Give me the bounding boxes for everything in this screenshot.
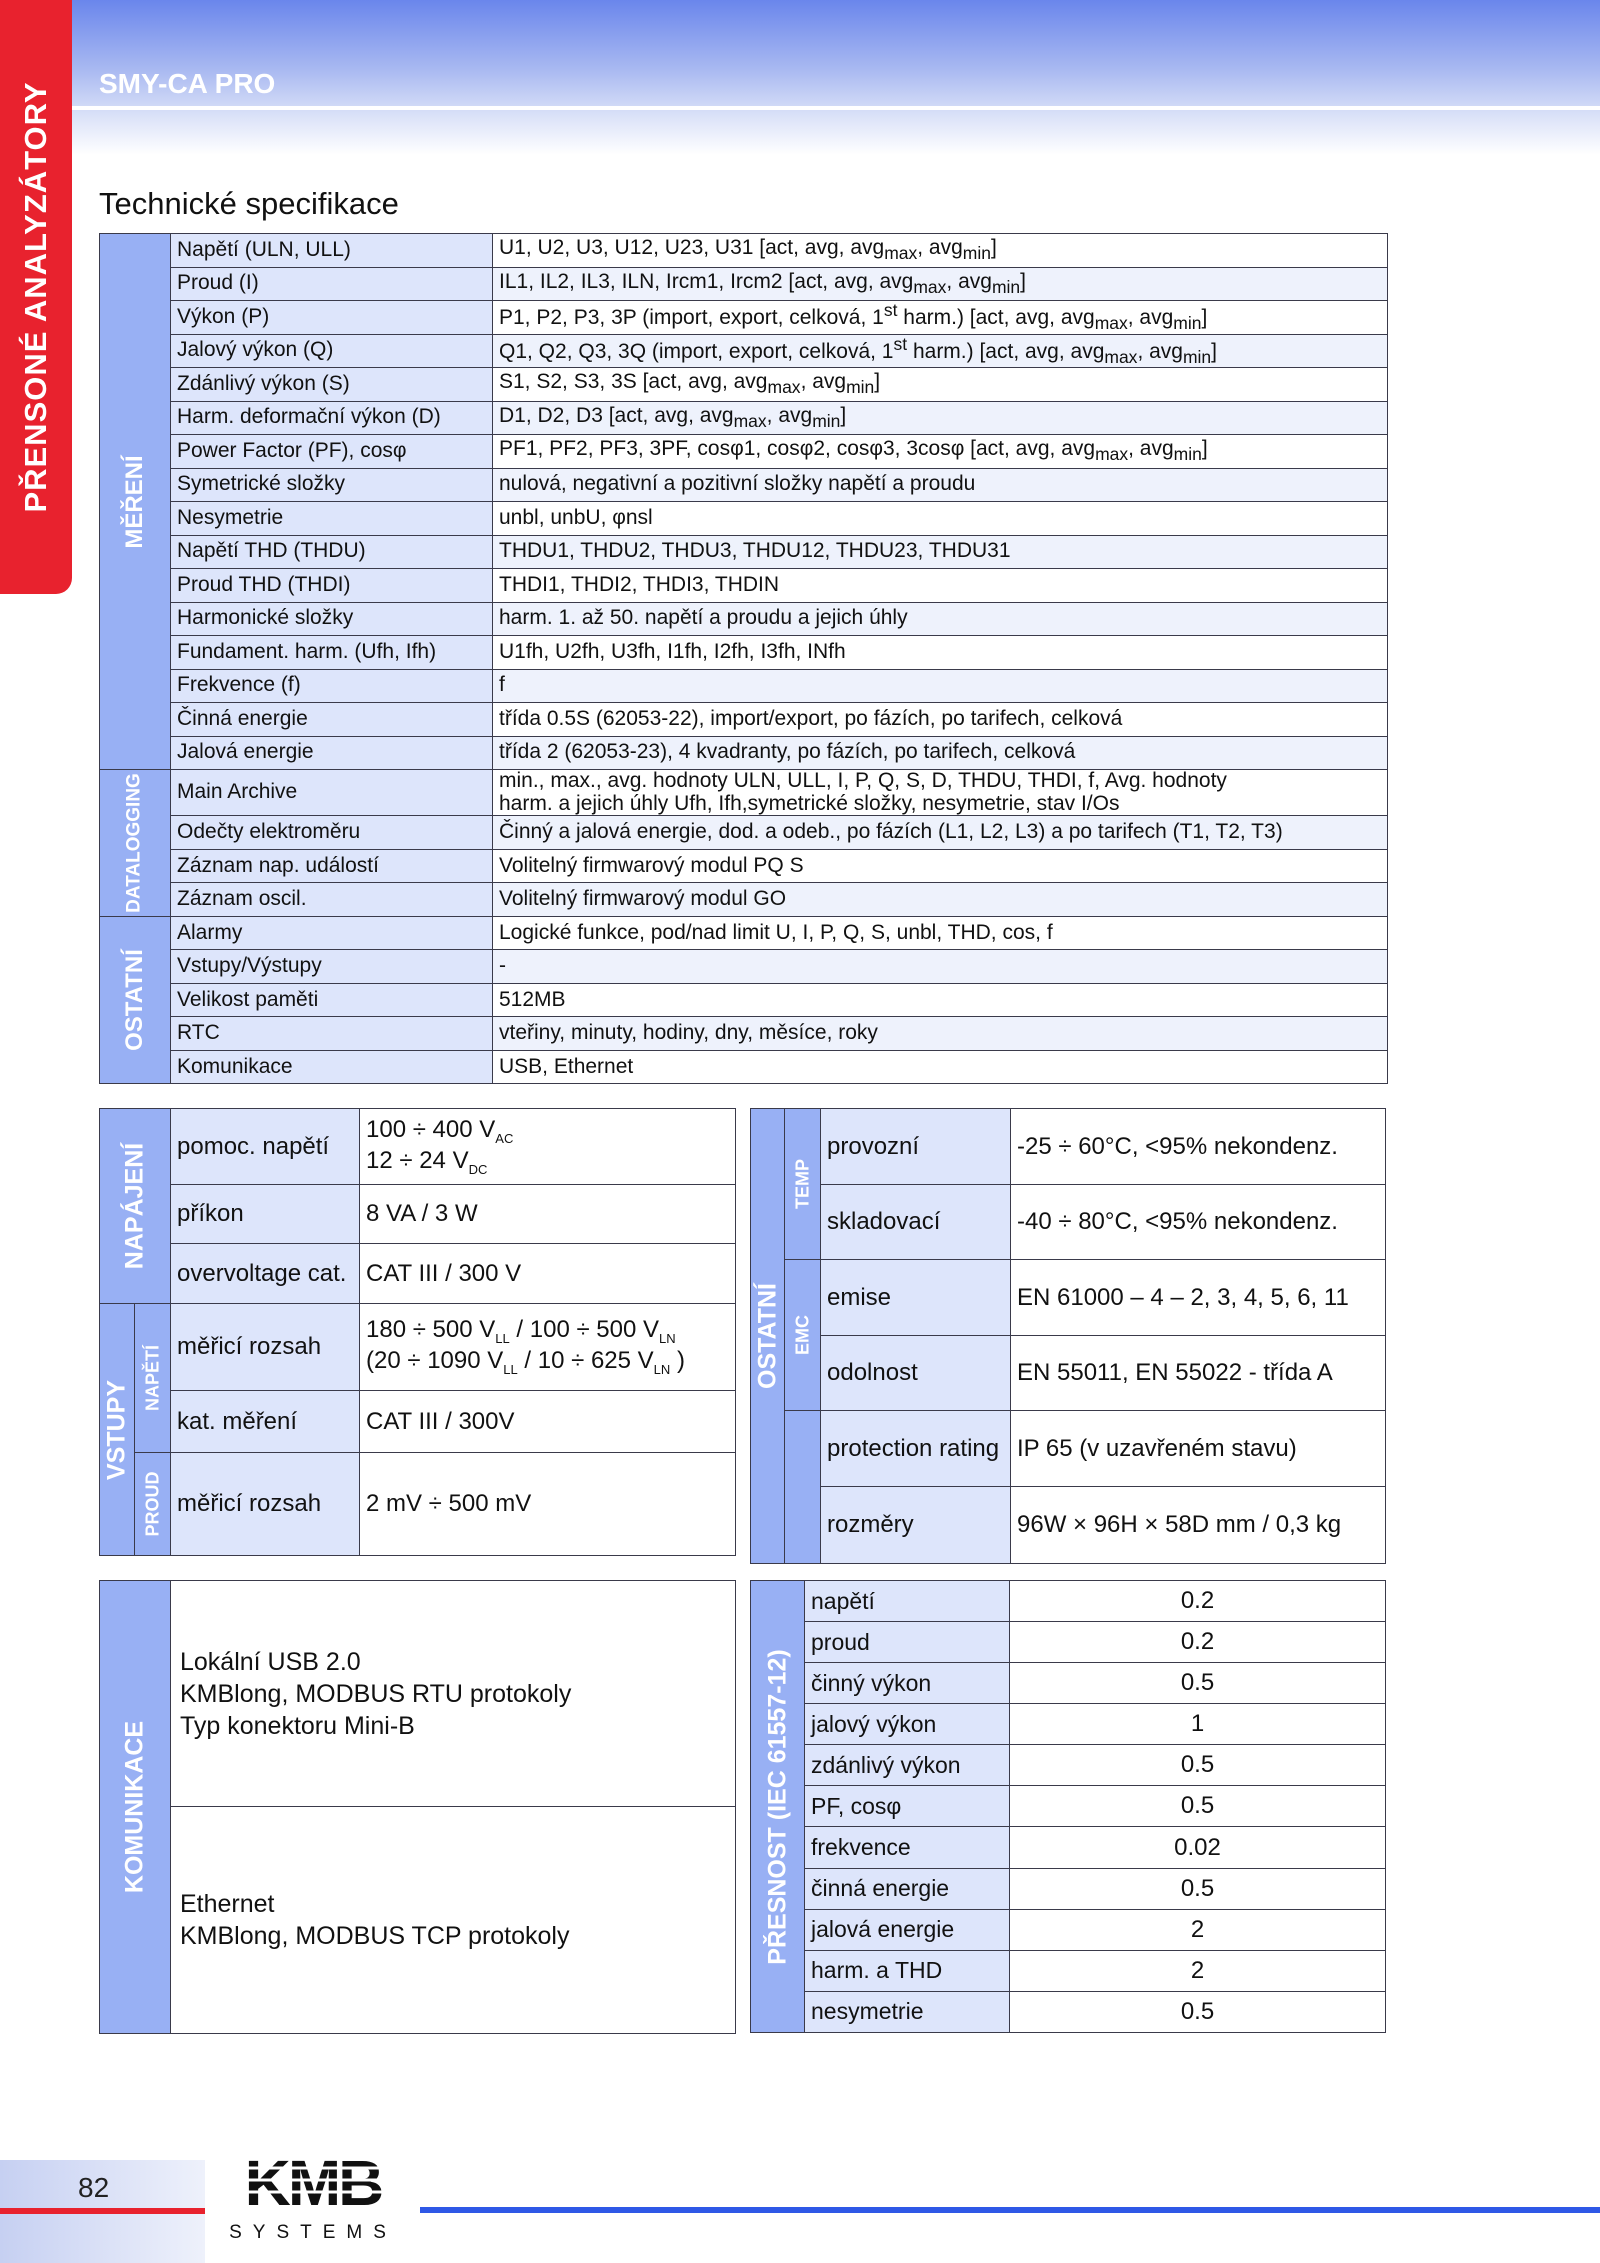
row-label: proud [805,1622,1010,1663]
communication-table [99,1580,736,2034]
table-row [751,1622,1386,1663]
row-label: frekvence [805,1827,1010,1868]
row-value: 0.5 [1010,1786,1386,1827]
side-tab-label: PŘENSONÉ ANALYZÁTORY [18,81,53,513]
header-band [72,0,1600,155]
row-value: U1fh, U2fh, U3fh, I1fh, I2fh, I3fh, INfh [493,636,1388,670]
table-row [751,1185,1386,1260]
row-label: rozměry [821,1487,1011,1564]
row-label: Činná energie [171,703,493,737]
row-value: THDU1, THDU2, THDU3, THDU12, THDU23, THDU31 [493,535,1388,569]
table-row [100,636,1388,670]
row-value: IP 65 (v uzavřeném stavu) [1011,1411,1386,1487]
table-row [100,1581,736,1807]
ethernet-cell: Ethernet KMBlong, MODBUS TCP protokoly [171,1807,736,2034]
table-row [100,401,1388,435]
table-row [751,1827,1386,1868]
row-label: Jalový výkon (Q) [171,334,493,368]
row-value: U1, U2, U3, U12, U23, U31 [act, avg, avg$_{max}$, avg$_{min}$] [493,234,1388,268]
row-value: -25 ÷ 60°C, <95% nekondenz. [1011,1109,1386,1185]
table-row [100,1109,736,1185]
row-value: Q1, Q2, Q3, 3Q (import, export, celková, 1st harm.) [act, avg, avg$_{max}$, avg$_{min}$] [493,334,1388,368]
row-value: 2 [1010,1909,1386,1950]
row-value: 0.02 [1010,1827,1386,1868]
row-value: 0.2 [1010,1581,1386,1622]
row-value: vteřiny, minuty, hodiny, dny, měsíce, roky [493,1017,1388,1051]
row-label: Odečty elektroměru [171,816,493,850]
row-label: příkon [171,1185,360,1244]
table-row [100,1050,1388,1084]
row-value: EN 55011, EN 55022 - třída A [1011,1336,1386,1411]
table-row [100,703,1388,737]
footer-blue-rule [420,2207,1600,2213]
row-value: třída 0.5S (62053-22), import/export, po fázích, po tarifech, celková [493,703,1388,737]
table-row [100,950,1388,984]
category-emc: EMC [785,1260,821,1411]
row-value: harm. 1. až 50. napětí a proudu a jejich úhly [493,602,1388,636]
table-row [100,502,1388,536]
row-value: 0.2 [1010,1622,1386,1663]
row-label: emise [821,1260,1011,1336]
usb-cell: Lokální USB 2.0 KMBlong, MODBUS RTU protokoly Typ konektoru Mini-B [171,1581,736,1807]
row-value: třída 2 (62053-23), 4 kvadranty, po fázích, po tarifech, celková [493,736,1388,770]
row-label: PF, cosφ [805,1786,1010,1827]
row-label: Proud THD (THDI) [171,569,493,603]
table-row [100,435,1388,469]
table-row [751,1336,1386,1411]
category-proud: PROUD [135,1453,171,1556]
row-value: 2 mV ÷ 500 mV [360,1453,736,1556]
table-row [100,234,1388,268]
row-label: napětí [805,1581,1010,1622]
row-value: IL1, IL2, IL3, ILN, Ircm1, Ircm2 [act, avg, avg$_{max}$, avg$_{min}$] [493,267,1388,301]
table-row [100,301,1388,335]
category-datalogging: DATALOGGING [100,770,171,917]
category-napajeni: NAPÁJENÍ [100,1109,171,1304]
header-rule [72,106,1600,110]
row-value: EN 61000 – 4 – 2, 3, 4, 5, 6, 11 [1011,1260,1386,1336]
category-ostatni-env: OSTATNÍ [751,1109,785,1564]
row-value: D1, D2, D3 [act, avg, avg$_{max}$, avg$_{min}$] [493,401,1388,435]
table-row [100,849,1388,883]
row-value: 0.5 [1010,1663,1386,1704]
row-label: Harm. deformační výkon (D) [171,401,493,435]
row-label: Main Archive [171,770,493,816]
table-row [100,368,1388,402]
row-label: Nesymetrie [171,502,493,536]
row-value: 512MB [493,983,1388,1017]
row-value: THDI1, THDI2, THDI3, THDIN [493,569,1388,603]
row-value: CAT III / 300 V [360,1244,736,1304]
table-row [100,1185,736,1244]
table-row [751,1487,1386,1564]
row-value: unbl, unbU, φnsl [493,502,1388,536]
row-label: činný výkon [805,1663,1010,1704]
category-temp: TEMP [785,1109,821,1260]
row-label: provozní [821,1109,1011,1185]
row-label: jalový výkon [805,1704,1010,1745]
row-label: Záznam nap. událostí [171,849,493,883]
table-row [100,602,1388,636]
table-row [751,1109,1386,1185]
table-row [100,334,1388,368]
row-value: P1, P2, P3, 3P (import, export, celková, 1st harm.) [act, avg, avg$_{max}$, avg$_{min}$] [493,301,1388,335]
table-row [100,816,1388,850]
accuracy-table [750,1580,1386,2033]
table-row [751,1581,1386,1622]
category-vstupy: VSTUPY [100,1304,135,1556]
section-title: Technické specifikace [99,186,399,221]
table-row [100,669,1388,703]
row-value: PF1, PF2, PF3, 3PF, cosφ1, cosφ2, cosφ3, 3cosφ [act, avg, avg$_{max}$, avg$_{min}$] [493,435,1388,469]
row-value: 0.5 [1010,1745,1386,1786]
table-row [751,1909,1386,1950]
table-row [751,1260,1386,1336]
row-value: Činný a jalová energie, dod. a odeb., po fázích (L1, L2, L3) a po tarifech (T1, T2, T3) [493,816,1388,850]
row-label: protection rating [821,1411,1011,1487]
row-label: Velikost paměti [171,983,493,1017]
logo-subtext: SYSTEMS [229,2222,397,2243]
main-spec-table [99,233,1388,1084]
row-label: skladovací [821,1185,1011,1260]
row-value: 2 [1010,1950,1386,1991]
row-label: Alarmy [171,916,493,950]
row-value: 180 ÷ 500 $V_{LL} / 100 \div 500$ $V_{LN}$ (20 ÷ 1090 $V_{LL} / 10 \div 625$ $V_{LN}$ ) [360,1304,736,1391]
table-row [751,1868,1386,1909]
row-value: USB, Ethernet [493,1050,1388,1084]
table-row [751,1786,1386,1827]
table-row [100,267,1388,301]
row-label: Jalová energie [171,736,493,770]
table-row [100,1807,736,2034]
row-label: Fundament. harm. (Ufh, Ifh) [171,636,493,670]
row-value: 1 [1010,1704,1386,1745]
table-row [751,1991,1386,2032]
category-napeti: NAPĚTÍ [135,1304,171,1453]
row-value: Logické funkce, pod/nad limit U, I, P, Q, S, unbl, THD, cos, f [493,916,1388,950]
row-label: zdánlivý výkon [805,1745,1010,1786]
row-label: overvoltage cat. [171,1244,360,1304]
row-label: Záznam oscil. [171,883,493,917]
table-row [100,736,1388,770]
row-label: Vstupy/Výstupy [171,950,493,984]
category-mereni: MĚŘENÍ [100,234,171,770]
page-number: 82 [78,2172,110,2203]
table-row [100,569,1388,603]
category-blank [785,1411,821,1564]
row-value: 96W × 96H × 58D mm / 0,3 kg [1011,1487,1386,1564]
row-label: harm. a THD [805,1950,1010,1991]
table-row [100,1453,736,1556]
row-value: 8 VA / 3 W [360,1185,736,1244]
table-row [751,1704,1386,1745]
row-value: 0.5 [1010,1868,1386,1909]
table-row [100,770,1388,816]
table-row [751,1663,1386,1704]
product-name: SMY-CA PRO [99,68,276,99]
row-label: Symetrické složky [171,468,493,502]
table-row [751,1411,1386,1487]
row-label: Napětí (ULN, ULL) [171,234,493,268]
row-label: RTC [171,1017,493,1051]
row-label: Výkon (P) [171,301,493,335]
row-value: Volitelný firmwarový modul PQ S [493,849,1388,883]
table-row [100,1391,736,1453]
table-row [751,1745,1386,1786]
table-row [100,535,1388,569]
table-row [751,1950,1386,1991]
table-row [100,1304,736,1391]
category-presnost: PŘESNOST (IEC 61557-12) [751,1581,805,2033]
row-value: min., max., avg. hodnoty ULN, ULL, I, P, Q, S, D, THDU, THDI, f, Avg. hodnoty harm. a jejich úhly Ufh, Ifh,symetrické složky, nesymetrie, stav I/Os [493,770,1388,816]
row-label: odolnost [821,1336,1011,1411]
row-label: jalová energie [805,1909,1010,1950]
row-value: -40 ÷ 80°C, <95% nekondenz. [1011,1185,1386,1260]
row-value: 100 ÷ 400 $V_{AC}$ 12 ÷ 24 $V_{DC}$ [360,1109,736,1185]
environment-table [750,1108,1386,1564]
row-label: měřicí rozsah [171,1304,360,1391]
row-value: f [493,669,1388,703]
row-label: Harmonické složky [171,602,493,636]
row-label: Komunikace [171,1050,493,1084]
row-label: Proud (I) [171,267,493,301]
category-ostatni: OSTATNÍ [100,916,171,1084]
footer-red-rule [0,2208,205,2214]
row-label: pomoc. napětí [171,1109,360,1185]
row-label: měřicí rozsah [171,1453,360,1556]
category-komunikace: KOMUNIKACE [100,1581,171,2034]
row-value: 0.5 [1010,1991,1386,2032]
row-value: Volitelný firmwarový modul GO [493,883,1388,917]
row-value: S1, S2, S3, 3S [act, avg, avg$_{max}$, avg$_{min}$] [493,368,1388,402]
row-label: kat. měření [171,1391,360,1453]
row-label: činná energie [805,1868,1010,1909]
table-row [100,983,1388,1017]
row-value: - [493,950,1388,984]
table-row [100,1017,1388,1051]
logo-text: KMB [244,2150,382,2219]
side-tab [0,0,72,594]
table-row [100,883,1388,917]
row-label: Napětí THD (THDU) [171,535,493,569]
row-value: nulová, negativní a pozitivní složky napětí a proudu [493,468,1388,502]
row-label: Power Factor (PF), cosφ [171,435,493,469]
kmb-logo [218,2150,408,2250]
row-label: nesymetrie [805,1991,1010,2032]
table-row [100,916,1388,950]
row-label: Frekvence (f) [171,669,493,703]
row-value: CAT III / 300V [360,1391,736,1453]
table-row [100,1244,736,1304]
table-row [100,468,1388,502]
power-inputs-table [99,1108,736,1556]
row-label: Zdánlivý výkon (S) [171,368,493,402]
